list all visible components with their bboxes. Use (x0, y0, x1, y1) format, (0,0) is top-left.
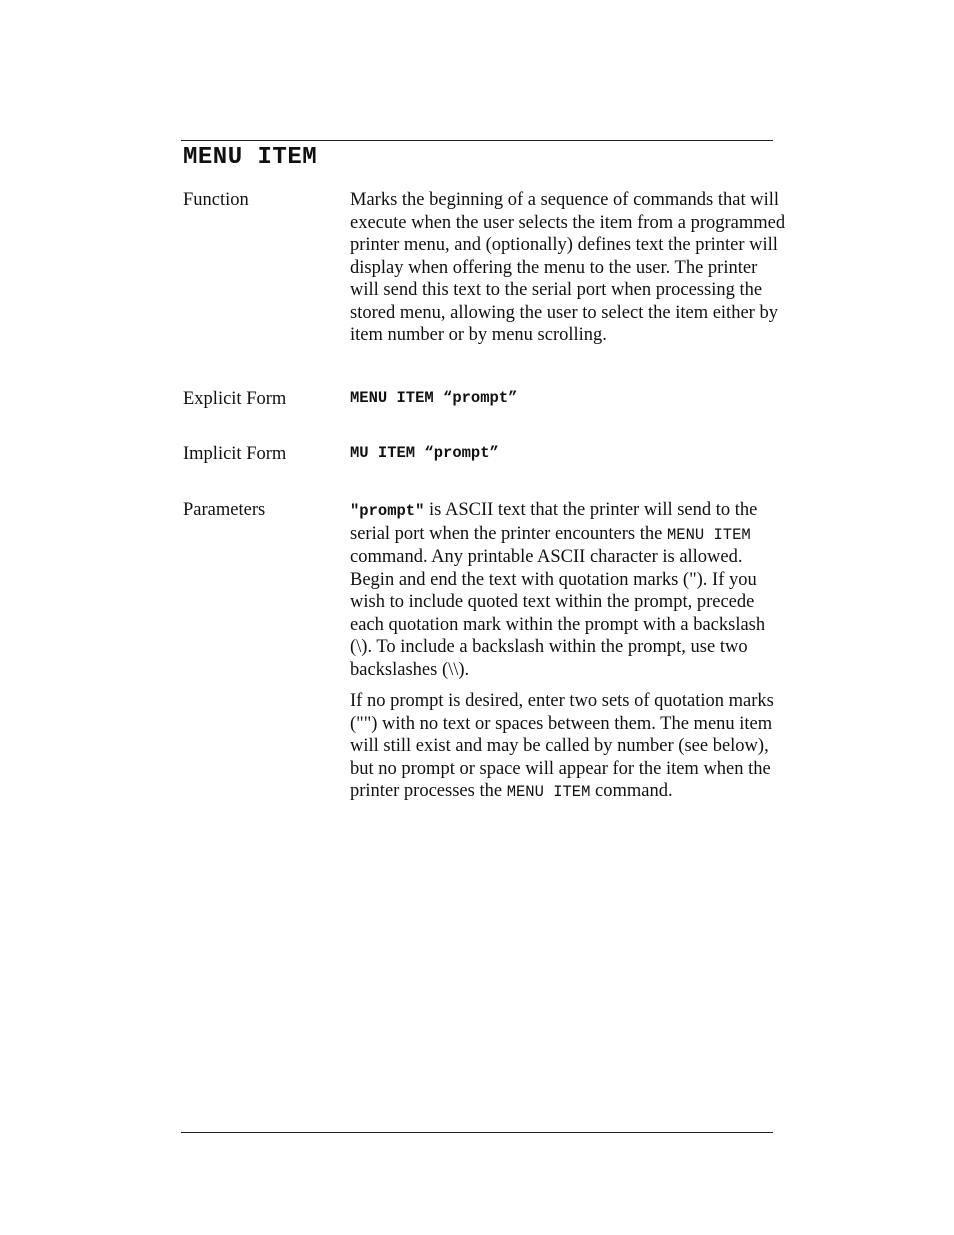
top-rule (181, 140, 773, 141)
parameters-paragraph-2 (350, 690, 790, 804)
function-description (350, 189, 790, 347)
function-text: Marks the beginning of a sequence of commands that will execute when the user selects the item from a programmed printer menu, and (optionally) defines text the printer will display when offering the menu to the user. The printer will send this text to the serial port when processing the stored menu, allowing the user to select the item either by item number or by menu scrolling. (350, 190, 786, 345)
parameters-text-1b: command. Any printable ASCII character is allowed. Begin and end the text with quotation marks ("). If you wish to include quoted text within the prompt, precede each quotation mark within the prompt with a backslash (\). To include a backslash within the prompt, use two backslashes (\\). (350, 547, 766, 680)
function-label: Function (183, 190, 249, 210)
parameters-description (350, 499, 790, 804)
parameters-text-2b: command. (590, 781, 673, 801)
explicit-form-label: Explicit Form (183, 389, 287, 409)
parameters-text-2a: If no prompt is desired, enter two sets of quotation marks ("") with no text or spaces between them. The menu item will still exist and may be called by number (see below), but no prompt or space will appear for the item when the printer processes the (350, 691, 774, 801)
menu-item-command-ref: MENU ITEM (666, 525, 751, 544)
prompt-term: "prompt" (350, 502, 425, 520)
parameters-label: Parameters (183, 500, 266, 520)
implicit-form-code: MU ITEM “prompt” (350, 444, 499, 462)
menu-item-command-ref-2: MENU ITEM (506, 783, 591, 801)
bottom-rule (181, 1132, 773, 1133)
explicit-form-code: MENU ITEM “prompt” (350, 389, 518, 407)
parameters-text-1a: is ASCII text that the printer will send to the serial port when the printer encounters the (350, 500, 758, 544)
page-title: MENU ITEM (183, 144, 318, 171)
implicit-form-label: Implicit Form (183, 444, 287, 464)
parameters-paragraph-1 (350, 499, 790, 681)
